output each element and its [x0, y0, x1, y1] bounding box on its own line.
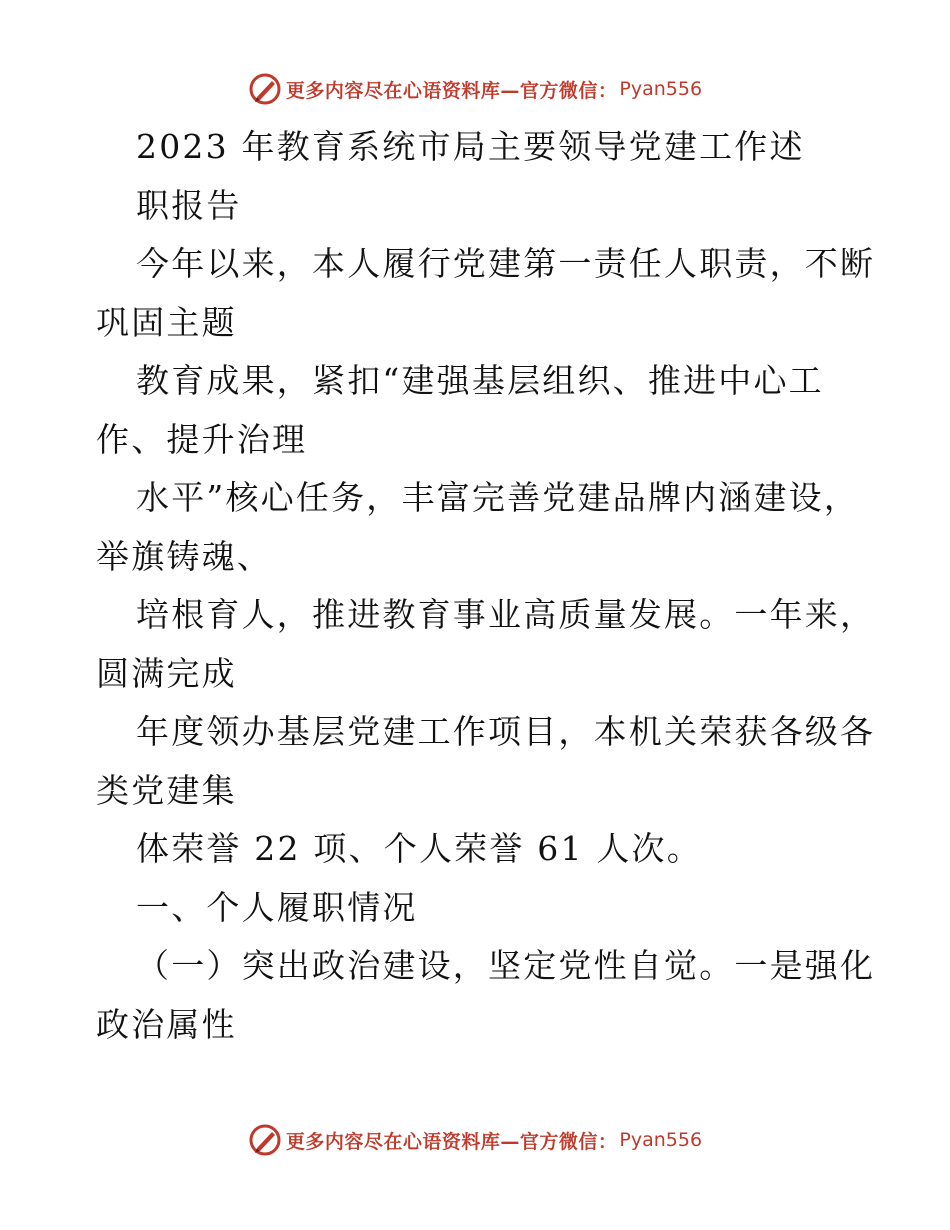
paragraph-line: 今年以来，本人履行党建第一责任人职责，不断 [136, 244, 876, 283]
paragraph-line: 类党建集 [96, 770, 237, 810]
title-line: 职报告 [136, 185, 242, 225]
paragraph-line: 年度领办基层党建工作项目，本机关荣获各级各 [136, 712, 876, 751]
pen-logo-icon [248, 72, 282, 106]
paragraph-line: 政治属性 [96, 1004, 237, 1044]
section-heading: 一、个人履职情况 [136, 887, 418, 927]
subsection-line: （一）突出政治建设，坚定党性自觉。一是强化 [136, 946, 876, 985]
watermark-text: 更多内容尽在心语资料库—官方微信： [285, 79, 618, 102]
pen-logo-icon [248, 1123, 282, 1157]
watermark-header [0, 72, 950, 106]
paragraph-line: 教育成果，紧扣“建强基层组织、推进中心工 [136, 361, 824, 400]
watermark-wechat-id: Pyan556 [619, 78, 703, 100]
title-line: 2023 年教育系统市局主要领导党建工作述 [136, 127, 805, 166]
watermark-footer [0, 1123, 950, 1157]
watermark-wechat-id: Pyan556 [619, 1129, 703, 1151]
paragraph-line: 巩固主题 [96, 302, 237, 342]
paragraph-line: 培根育人，推进教育事业高质量发展。一年来， [136, 595, 876, 634]
paragraph-line: 体荣誉 22 项、个人荣誉 61 人次。 [136, 829, 702, 868]
paragraph-line: 水平”核心任务，丰富完善党建品牌内涵建设， [136, 478, 860, 517]
paragraph-line: 作、提升治理 [96, 419, 308, 459]
document-body [96, 118, 876, 1054]
watermark-text: 更多内容尽在心语资料库—官方微信： [285, 1130, 618, 1153]
paragraph-line: 圆满完成 [96, 653, 237, 693]
paragraph-line: 举旗铸魂、 [96, 536, 272, 576]
